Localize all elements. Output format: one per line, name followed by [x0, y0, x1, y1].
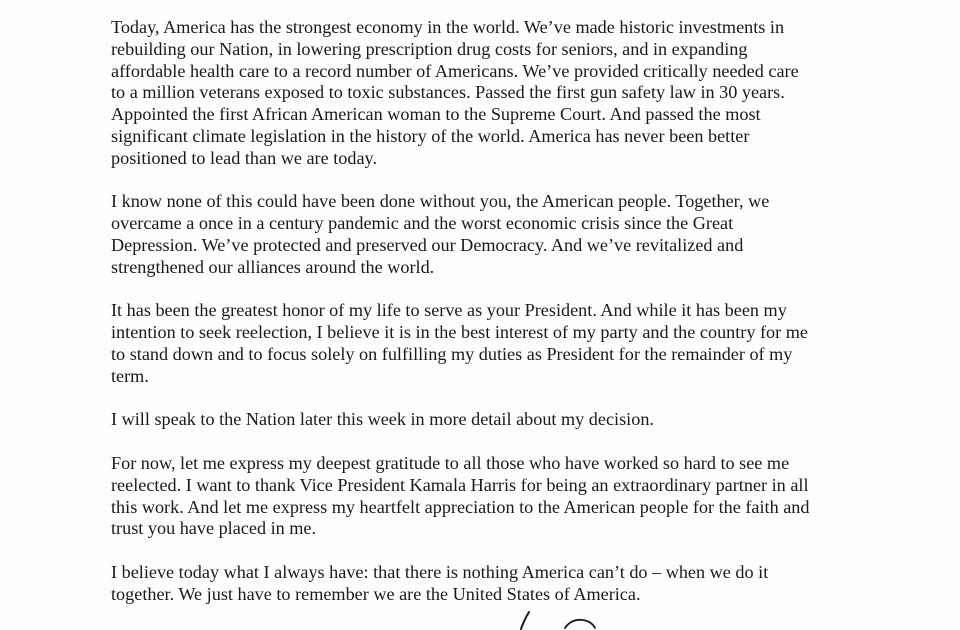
- text-line: It has been the greatest honor of my life to serve as your President. And while it has been my: [111, 300, 787, 321]
- signature-fragment: [505, 606, 615, 630]
- text-line: I will speak to the Nation later this week in more detail about my decision.: [111, 409, 654, 430]
- paragraph-american-people: [111, 191, 871, 278]
- paragraph-speak-to-nation: [111, 409, 871, 431]
- text-line: I believe today what I always have: that there is nothing America can’t do – when we do it: [111, 561, 769, 582]
- text-line: significant climate legislation in the history of the world. America has never been better: [111, 125, 750, 146]
- paragraph-gratitude: [111, 453, 871, 540]
- text-line: For now, let me express my deepest gratitude to all those who have worked so hard to see me: [111, 452, 790, 473]
- paragraph-stand-down: [111, 300, 871, 387]
- text-line: Appointed the first African American woman to the Supreme Court. And passed the most: [111, 104, 761, 125]
- text-line: reelected. I want to thank Vice President Kamala Harris for being an extraordinary partner in all: [111, 474, 809, 495]
- text-line: trust you have placed in me.: [111, 518, 317, 539]
- text-line: strengthened our alliances around the world.: [111, 256, 435, 277]
- text-line: affordable health care to a record number of Americans. We’ve provided critically needed care: [111, 60, 799, 81]
- text-line: to stand down and to focus solely on fulfilling my duties as President for the remainder of my: [111, 343, 793, 364]
- paragraph-economy: [111, 17, 871, 170]
- letter-body: [111, 17, 871, 627]
- text-line: rebuilding our Nation, in lowering prescription drug costs for seniors, and in expanding: [111, 38, 748, 59]
- text-line: positioned to lead than we are today.: [111, 147, 377, 168]
- text-line: this work. And let me express my heartfelt appreciation to the American people for the faith and: [111, 496, 810, 517]
- text-line: Today, America has the strongest economy in the world. We’ve made historic investments in: [111, 17, 785, 37]
- text-line: term.: [111, 365, 149, 386]
- text-line: intention to seek reelection, I believe it is in the best interest of my party and the country for me: [111, 322, 808, 343]
- text-line: overcame a once in a century pandemic and the worst economic crisis since the Great: [111, 213, 734, 234]
- text-line: Depression. We’ve protected and preserved our Democracy. And we’ve revitalized and: [111, 234, 744, 255]
- text-line: to a million veterans exposed to toxic substances. Passed the first gun safety law in 30 years.: [111, 82, 785, 103]
- text-line: I know none of this could have been done without you, the American people. Together, we: [111, 191, 770, 212]
- text-line: together. We just have to remember we are the United States of America.: [111, 583, 641, 604]
- paragraph-closing: [111, 562, 871, 606]
